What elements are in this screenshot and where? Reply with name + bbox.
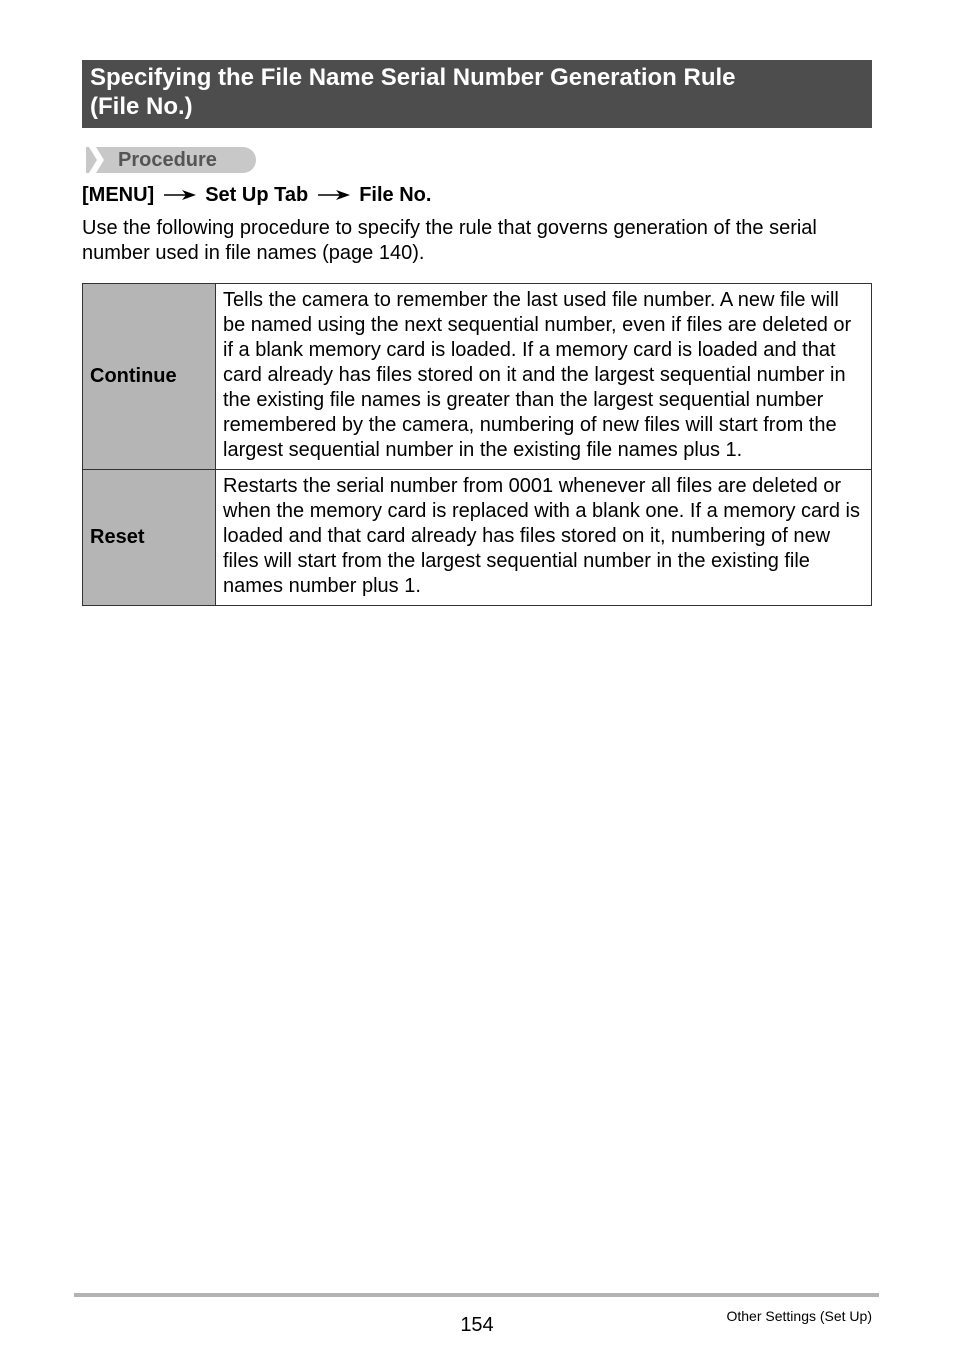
option-name: Reset bbox=[83, 470, 216, 606]
arrow-right-icon bbox=[318, 189, 350, 201]
option-name: Continue bbox=[83, 284, 216, 470]
option-description: Tells the camera to remember the last used file number. A new file will be named using the next sequential number, even if files are deleted or if a blank memory card is loaded. If a memory card is loaded and that card already has files stored on it and the largest sequential number in the existing file names is greater than the largest sequential number remembered by the camera, numbering of new files will start from the largest sequential number in the existing file names plus 1. bbox=[216, 284, 872, 470]
footer-section-label: Other Settings (Set Up) bbox=[726, 1308, 872, 1324]
table-row bbox=[83, 284, 872, 470]
option-description: Restarts the serial number from 0001 whenever all files are deleted or when the memory card is replaced with a blank one. If a memory card is loaded and that card already has files stored on it, numbering of new files will start from the largest sequential number in the existing file names number plus 1. bbox=[216, 470, 872, 606]
menu-path bbox=[82, 183, 431, 207]
footer-divider bbox=[74, 1293, 879, 1297]
section-title-bar bbox=[82, 60, 872, 128]
menu-path-step-item: File No. bbox=[359, 184, 432, 206]
table-row bbox=[83, 470, 872, 606]
page-number: 154 bbox=[460, 1314, 494, 1336]
procedure-tag bbox=[82, 147, 256, 173]
chevron-right-icon bbox=[82, 147, 108, 173]
settings-table bbox=[82, 283, 872, 606]
menu-path-step-tab: Set Up Tab bbox=[205, 184, 309, 206]
section-title-line-2: (File No.) bbox=[90, 93, 193, 120]
intro-paragraph: Use the following procedure to specify the rule that governs generation of the serial number used in file names (page 140). bbox=[82, 217, 817, 264]
menu-path-step-menu: [MENU] bbox=[82, 184, 155, 206]
arrow-right-icon bbox=[164, 189, 196, 201]
procedure-label: Procedure bbox=[118, 149, 217, 171]
section-title-line-1: Specifying the File Name Serial Number Generation Rule bbox=[90, 64, 736, 91]
